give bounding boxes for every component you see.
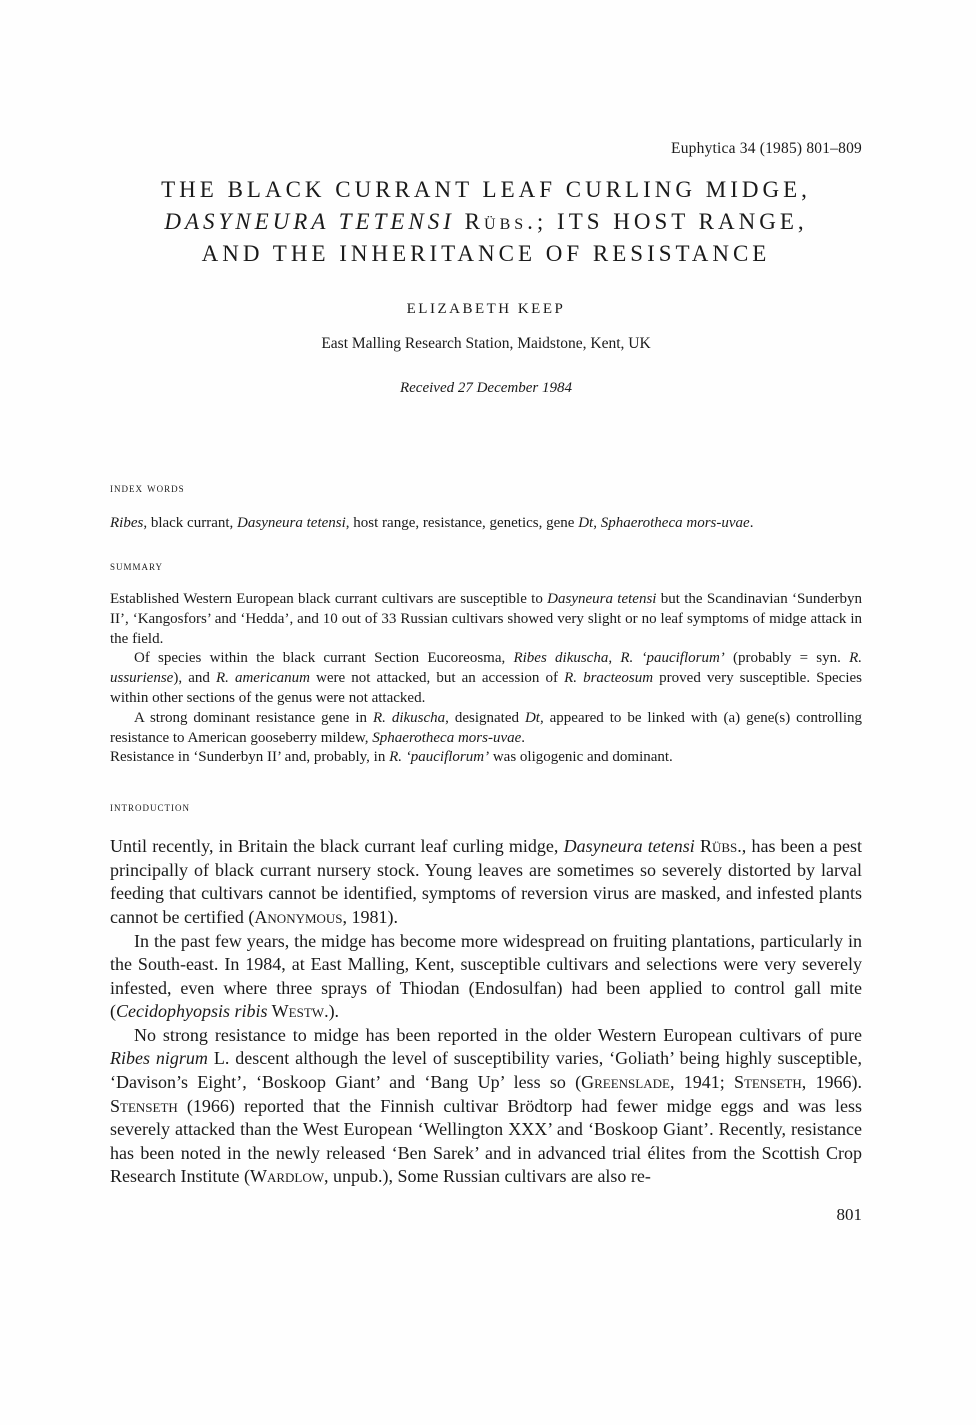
summary-paragraph: Resistance in ‘Sunderbyn II’ and, probably, in R. ‘pauciflorum’ was oligogenic and dominant. — [110, 749, 673, 766]
paper-title — [110, 174, 862, 271]
paper-title-line-2: DASYNEURA TETENSI Rübs.; ITS HOST RANGE, — [164, 209, 808, 235]
page-number: 801 — [836, 1204, 862, 1224]
summary-paragraph: Of species within the black currant Section Eucoreosma, Ribes dikuscha, R. ‘pauciflorum’ (probably = syn. R. ussuriense), and R. americanum were not attacked, but an accession of R. bracteosum proved very susceptible. Species within other sections of the genus were not attacked. — [110, 650, 862, 707]
paper-title-line-1: THE BLACK CURRANT LEAF CURLING MIDGE, — [161, 177, 811, 202]
summary-paragraph: Established Western European black currant cultivars are susceptible to Dasyneura tetensi but the Scandinavian ‘Sunderbyn II’, ‘Kangosfors’ and ‘Hedda’, and 10 out of 33 Russian cultivars showed very slight or no leaf symptoms of midge attack in the field. — [110, 591, 863, 647]
index-words-text: Ribes, black currant, Dasyneura tetensi, host range, resistance, genetics, gene Dt, Sphaerotheca mors-uvae. — [110, 514, 754, 531]
paper-title-line-3: AND THE INHERITANCE OF RESISTANCE — [201, 241, 771, 267]
summary-section — [110, 590, 862, 768]
index-words-heading: index words — [110, 480, 185, 495]
introduction-section — [110, 835, 862, 1189]
summary-paragraph: A strong dominant resistance gene in R. dikuscha, designated Dt, appeared to be linked with (a) gene(s) controlling resistance to American gooseberry mildew, Sphaerotheca mors-uvae. — [110, 709, 862, 746]
introduction-heading: introduction — [110, 800, 190, 815]
author-affiliation: East Malling Research Station, Maidstone, Kent, UK — [321, 334, 651, 352]
author-name: ELIZABETH KEEP — [406, 300, 566, 317]
summary-heading: summary — [110, 559, 164, 574]
received-date: Received 27 December 1984 — [399, 379, 572, 396]
journal-reference: Euphytica 34 (1985) 801–809 — [671, 140, 862, 157]
introduction-paragraph: In the past few years, the midge has become more widespread on fruiting plantations, particularly in the South-east. In 1984, at East Malling, Kent, susceptible cultivars and selections were very severely infested, even where three sprays of Thiodan (Endosulfan) had been applied to control gall mite (Cecidophyopsis ribis Westw.). — [110, 930, 862, 1022]
introduction-paragraph: No strong resistance to midge has been reported in the older Western European cultivars of pure Ribes nigrum L. descent although the level of susceptibility varies, ‘Goliath’ being highly susceptible, ‘Davison’s Eight’, ‘Boskoop Giant’ and ‘Bang Up’ less so (Greenslade, 1941; Stenseth, 1966). Stenseth (1966) reported that the Finnish cultivar Brödtorp had fewer midge eggs and was less severely attacked than the West European ‘Wellington XXX’ and ‘Boskoop Giant’. Recently, resistance has been noted in the newly released ‘Ben Sarek’ and in advanced trial élites from the Scottish Crop Research Institute (Wardlow, unpub.), Some Russian cultivars are also re- — [110, 1024, 863, 1187]
introduction-paragraph: Until recently, in Britain the black currant leaf curling midge, Dasyneura tetensi Rübs., has been a pest principally of black currant nursery stock. Young leaves are sometimes so severely distorted by larval feeding that cultivars cannot be identified, symptoms of reversion virus are masked, and infested plants cannot be certified (Anonymous, 1981). — [110, 836, 862, 927]
